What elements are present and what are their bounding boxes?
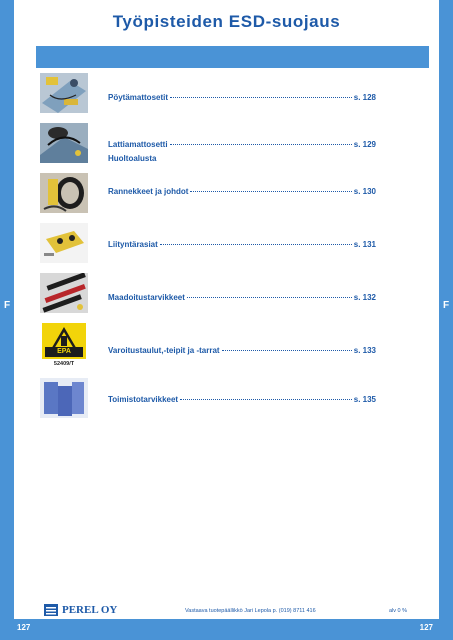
page-number-right: 127 [419, 623, 433, 632]
epa-label: EPA [45, 347, 83, 357]
toc-item[interactable] [40, 223, 380, 267]
toc-entry-grounding-boxes[interactable]: Liityntärasiat s. 131 [108, 240, 376, 249]
table-mat-set-photo [40, 73, 88, 113]
toc-subentry-service-mat[interactable]: Huoltoalusta [108, 154, 157, 163]
floor-mat-set-photo [40, 123, 88, 163]
toc-item[interactable] [40, 378, 380, 422]
toc-item[interactable] [40, 273, 380, 317]
toc-entry-grounding-accessories[interactable]: Maadoitustarvikkeet s. 132 [108, 293, 376, 302]
page-number-left: 127 [17, 623, 31, 632]
grounding-box-photo [40, 223, 88, 263]
toc-entry-warning-signs[interactable]: Varoitustaulut,-teipit ja -tarrat s. 133 [108, 346, 376, 355]
footer-contact: Vastaava tuotepäällikkö Jari Lepola p. (019) 8711 416 [185, 608, 316, 614]
toc-entry-table-mats[interactable]: Pöytämattosetit s. 128 [108, 93, 376, 102]
epa-warning-sign [40, 323, 88, 371]
bottom-bar [0, 619, 453, 640]
page-title: Työpisteiden ESD-suojaus [112, 12, 341, 31]
wrist-strap-photo [40, 173, 88, 213]
toc-item[interactable] [40, 123, 380, 173]
toc-entry-floor-mats[interactable]: Lattiamattosetti s. 129 [108, 140, 376, 149]
toc-entry-wrist-straps[interactable]: Rannekkeet ja johdot s. 130 [108, 187, 376, 196]
epa-code: 52409/T [53, 361, 75, 367]
company-logo [44, 604, 117, 616]
section-tab-right: F [442, 300, 450, 311]
header-bar [36, 46, 429, 68]
toc-item[interactable] [40, 323, 380, 373]
office-supplies-photo [40, 378, 88, 418]
grounding-accessories-photo [40, 273, 88, 313]
toc-entry-office-supplies[interactable]: Toimistotarvikkeet s. 135 [108, 395, 376, 404]
footer-vat: alv 0 % [389, 608, 408, 614]
toc-item[interactable] [40, 73, 380, 117]
company-name: PEREL OY [62, 604, 118, 616]
section-tab-left: F [3, 300, 11, 311]
logo-icon [44, 604, 58, 616]
toc-item[interactable] [40, 173, 380, 217]
